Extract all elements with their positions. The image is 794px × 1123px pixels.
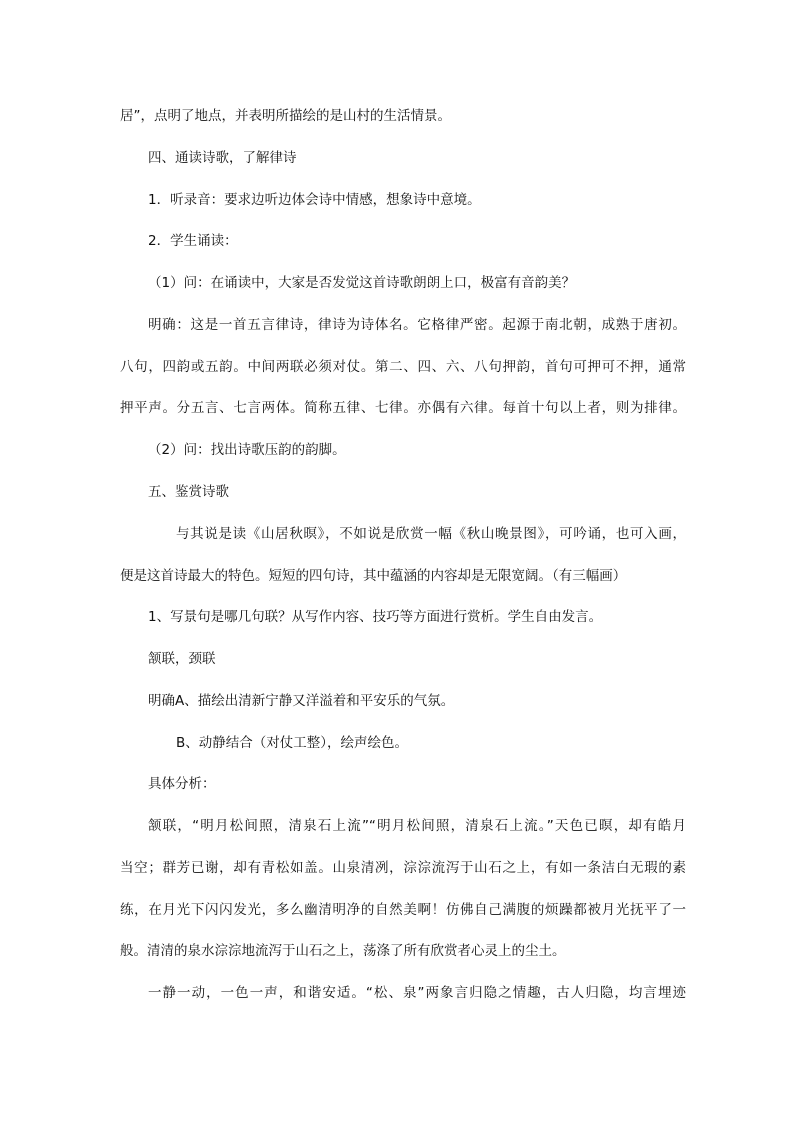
text-line: 当空；群芳已谢，却有青松如盖。山泉清冽，淙淙流泻于山石之上，有如一条洁白无瑕的素	[120, 860, 686, 876]
text-line: 与其说是读《山居秋暝》，不如说是欣赏一幅《秋山晚景图》，可吟诵，也可入画，	[176, 526, 686, 542]
text-line: 八句，四韵或五韵。中间两联必须对仗。第二、四、六、八句押韵，首句可押可不押，通常	[120, 359, 686, 375]
text-line: （1）问：在诵读中，大家是否发觉这首诗歌朗朗上口，极富有音韵美？	[148, 275, 576, 291]
text-line: 居”，点明了地点，并表明所描绘的是山村的生活情景。	[120, 108, 451, 124]
text-line: （2）问：找出诗歌压韵的韵脚。	[148, 442, 346, 458]
text-line: 具体分析：	[148, 776, 216, 792]
section-heading: 五、鉴赏诗歌	[148, 484, 229, 500]
text-line: 1、写景句是哪几句联？从写作内容、技巧等方面进行赏析。学生自由发言。	[148, 609, 603, 625]
text-line: B、动静结合（对仗工整），绘声绘色。	[176, 735, 409, 751]
text-line: 颔联，颈联	[148, 651, 216, 667]
text-line: 1．听录音：要求边听边体会诗中情感，想象诗中意境。	[148, 192, 481, 208]
text-line: 押平声。分五言、七言两体。简称五律、七律。亦偶有六律。每首十句以上者，则为排律。	[120, 400, 686, 416]
section-heading: 四、通读诗歌，了解律诗	[148, 150, 297, 166]
text-line: 2．学生诵读：	[148, 233, 238, 249]
text-line: 般。清清的泉水淙淙地流泻于山石之上，荡涤了所有欣赏者心灵上的尘土。	[120, 943, 566, 959]
text-line: 明确：这是一首五言律诗，律诗为诗体名。它格律严密。起源于南北朝，成熟于唐初。	[148, 317, 686, 333]
text-line: 便是这首诗最大的特色。短短的四句诗，其中蕴涵的内容却是无限宽阔。（有三幅画）	[120, 568, 627, 584]
text-line: 颔联，“明月松间照，清泉石上流”“明月松间照，清泉石上流。”天色已暝，却有皓月	[148, 818, 686, 834]
text-line: 练，在月光下闪闪发光，多么幽清明净的自然美啊！仿佛自己满腹的烦躁都被月光抚平了一	[120, 902, 686, 918]
text-line: 一静一动，一色一声，和谐安适。“松、泉”两象言归隐之情趣，古人归隐，均言埋迹	[148, 985, 686, 1001]
text-line: 明确A、描绘出清新宁静又洋溢着和平安乐的气氛。	[148, 693, 455, 709]
